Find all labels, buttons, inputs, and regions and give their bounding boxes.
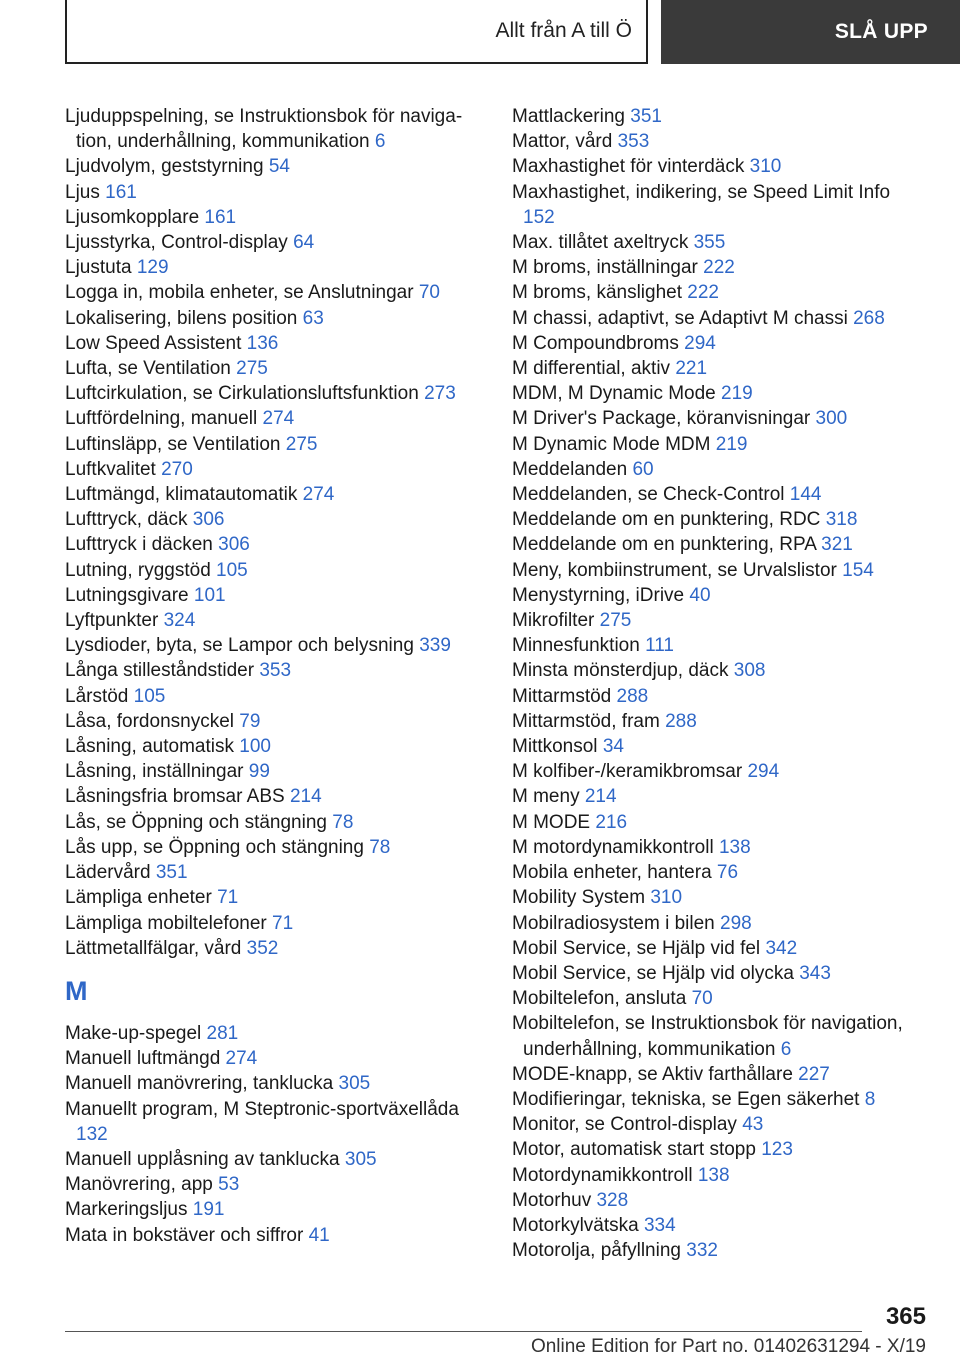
index-entry-text: M differential, aktiv	[512, 358, 671, 380]
index-entry-text: Lufta, se Ventilation	[65, 358, 231, 380]
index-entry	[512, 280, 922, 305]
index-entry-text: Mobility System	[512, 887, 646, 909]
index-entry-page-link[interactable]: 294	[684, 332, 716, 354]
index-entry-text: Low Speed Assistent	[65, 332, 242, 354]
index-entry-page-link[interactable]: 152	[523, 206, 555, 228]
index-entry-page-link[interactable]: 79	[239, 710, 261, 732]
index-entry-page-link[interactable]: 275	[599, 610, 632, 632]
index-entry-text: M Driver's Package, köranvisningar	[512, 408, 811, 430]
tab-all-a-to-o[interactable]	[65, 0, 648, 64]
index-entry-page-link[interactable]: 306	[218, 534, 250, 556]
index-entry-text: Ljuduppspelning, se Instruktionsbok för navigation, underhållning, kommunikation	[65, 106, 463, 153]
index-entry-text: Maxhastighet, indikering, se Speed Limit Info	[512, 181, 891, 203]
index-entry-text: Make-up-spegel	[65, 1022, 202, 1044]
index-entry	[512, 810, 922, 835]
index-entry-text: Mobiltelefon, se Instruktionsbok för navigation, underhållning, kommunikation	[512, 1013, 903, 1060]
index-entry-page-link[interactable]: 40	[689, 584, 711, 606]
index-entry-text: Låsa, fordonsnyckel	[65, 710, 234, 732]
index-entry	[65, 406, 475, 431]
index-entry-text: M Dynamic Mode MDM	[512, 433, 711, 455]
index-entry-text: Lyftpunkter	[65, 610, 159, 632]
index-entry-page-link[interactable]: 300	[815, 408, 848, 430]
index-list-m-continued	[512, 104, 922, 1263]
index-entry-text: Ljudvolym, geststyrning	[65, 156, 264, 178]
index-entry-page-link[interactable]: 273	[424, 383, 456, 405]
index-entry	[65, 911, 475, 936]
page-number: 365	[885, 1303, 926, 1330]
index-entry-text: Minsta mönsterdjup, däck	[512, 660, 729, 682]
index-entry	[65, 255, 475, 280]
index-entry	[512, 633, 922, 658]
index-entry-page-link[interactable]: 105	[133, 685, 166, 707]
index-entry-text: Lutningsgivare	[65, 584, 189, 606]
index-entry-text: Lämpliga mobiltelefoner	[65, 912, 267, 934]
index-list-l	[65, 104, 475, 961]
index-entry	[512, 936, 922, 961]
index-entry-text: Ljustuta	[65, 257, 132, 279]
index-entry	[512, 1011, 922, 1061]
index-entry-page-link[interactable]: 298	[720, 912, 752, 934]
index-entry-page-link[interactable]: 70	[418, 282, 440, 304]
index-entry	[512, 1163, 922, 1188]
index-entry-text: Mittarmstöd	[512, 685, 612, 707]
index-entry-page-link[interactable]: 34	[602, 736, 624, 758]
index-entry	[65, 835, 475, 860]
index-entry-page-link[interactable]: 161	[204, 206, 237, 228]
index-entry	[512, 331, 922, 356]
index-entry-text: M MODE	[512, 811, 591, 833]
index-entry	[65, 583, 475, 608]
index-entry-page-link[interactable]: 63	[302, 307, 324, 329]
index-entry	[65, 154, 475, 179]
index-entry-page-link[interactable]: 351	[155, 862, 188, 884]
index-entry	[65, 205, 475, 230]
index-entry	[65, 280, 475, 305]
index-entry	[65, 709, 475, 734]
index-column-right	[512, 104, 922, 1263]
index-entry-text: Lädervård	[65, 862, 151, 884]
index-entry-text: Mata in bokstäver och siffror	[65, 1224, 304, 1246]
index-entry-text: Lårstöd	[65, 685, 129, 707]
index-entry-text: Motor, automatisk start stopp	[512, 1139, 756, 1161]
index-entry	[65, 684, 475, 709]
index-entry-page-link[interactable]: 214	[584, 786, 617, 808]
index-entry-page-link[interactable]: 78	[369, 836, 391, 858]
index-entry	[65, 1172, 475, 1197]
index-entry-text: Mittarmstöd, fram	[512, 710, 660, 732]
index-entry	[65, 1223, 475, 1248]
index-entry-page-link[interactable]: 281	[206, 1022, 239, 1044]
index-entry-page-link[interactable]: 6	[780, 1038, 792, 1060]
index-entry-page-link[interactable]: 100	[239, 736, 271, 758]
index-entry-text: Mobil Service, se Hjälp vid fel	[512, 937, 761, 959]
index-entry	[512, 759, 922, 784]
index-entry	[65, 457, 475, 482]
index-entry-text: Maxhastighet för vinterdäck	[512, 156, 745, 178]
footer-edition: Online Edition for Part no. 01402631294 - X/19	[530, 1336, 926, 1357]
index-entry	[512, 356, 922, 381]
index-entry	[65, 482, 475, 507]
index-entry-page-link[interactable]: 144	[789, 484, 822, 506]
index-entry-text: Lokalisering, bilens position	[65, 307, 298, 329]
index-entry-text: Lufttryck i däcken	[65, 534, 213, 556]
index-entry	[512, 180, 922, 230]
index-entry-text: Mobiltelefon, ansluta	[512, 988, 687, 1010]
index-entry-text: Mittkonsol	[512, 736, 598, 758]
index-entry	[512, 835, 922, 860]
index-entry	[65, 230, 475, 255]
index-entry	[512, 532, 922, 557]
index-entry-text: Lufttryck, däck	[65, 509, 188, 531]
index-entry	[512, 911, 922, 936]
footer-divider	[65, 1331, 862, 1332]
index-entry-page-link[interactable]: 71	[217, 887, 239, 909]
index-entry-page-link[interactable]: 132	[76, 1123, 108, 1145]
index-entry-page-link[interactable]: 268	[853, 307, 885, 329]
index-entry	[512, 306, 922, 331]
index-entry-page-link[interactable]: 222	[703, 257, 735, 279]
index-entry-page-link[interactable]: 355	[693, 232, 726, 254]
index-entry-page-link[interactable]: 138	[697, 1164, 730, 1186]
tab-all-a-to-o-label: Allt från A till Ö	[495, 19, 632, 42]
index-entry-page-link[interactable]: 275	[285, 433, 318, 455]
index-entry-page-link[interactable]: 308	[733, 660, 766, 682]
tab-look-up[interactable]	[661, 0, 960, 64]
index-entry-text: Lysdioder, byta, se Lampor och belysning	[65, 635, 414, 657]
index-entry-text: Meny, kombiinstrument, se Urvalslistor	[512, 559, 837, 581]
index-entry-text: Minnesfunktion	[512, 635, 640, 657]
index-entry-page-link[interactable]: 154	[842, 559, 874, 581]
index-entry	[65, 608, 475, 633]
index-entry	[512, 507, 922, 532]
index-entry	[65, 633, 475, 658]
index-entry-text: MDM, M Dynamic Mode	[512, 383, 716, 405]
index-entry-text: Motorkylvätska	[512, 1214, 639, 1236]
index-entry-text: Ljus	[65, 181, 100, 203]
index-entry	[65, 885, 475, 910]
index-entry-page-link[interactable]: 318	[825, 509, 858, 531]
index-entry	[512, 1087, 922, 1112]
index-entry-page-link[interactable]: 71	[272, 912, 294, 934]
index-entry	[65, 1147, 475, 1172]
index-entry	[512, 986, 922, 1011]
index-entry-page-link[interactable]: 219	[721, 383, 753, 405]
index-entry	[65, 180, 475, 205]
index-entry-text: Mattor, vård	[512, 131, 613, 153]
index-entry	[512, 129, 922, 154]
index-entry-page-link[interactable]: 136	[246, 332, 279, 354]
index-entry-page-link[interactable]: 270	[161, 458, 193, 480]
index-entry-page-link[interactable]: 310	[749, 156, 782, 178]
index-entry-text: Lås upp, se Öppning och stängning	[65, 836, 364, 858]
index-entry-text: Låsning, inställningar	[65, 761, 244, 783]
index-entry-page-link[interactable]: 274	[225, 1048, 258, 1070]
index-entry	[65, 1046, 475, 1071]
index-entry	[512, 784, 922, 809]
index-entry-text: Meddelande om en punktering, RDC	[512, 509, 821, 531]
index-entry	[512, 709, 922, 734]
index-entry-page-link[interactable]: 191	[192, 1199, 225, 1221]
index-entry-text: Låsning, automatisk	[65, 736, 234, 758]
index-entry	[512, 961, 922, 986]
index-entry-text: Manuell manövrering, tanklucka	[65, 1073, 334, 1095]
index-entry-page-link[interactable]: 305	[338, 1073, 371, 1095]
index-entry-page-link[interactable]: 76	[716, 862, 739, 884]
index-entry	[512, 1238, 922, 1263]
index-column-left	[65, 104, 475, 1248]
index-entry	[65, 381, 475, 406]
index-entry-text: Monitor, se Control-display	[512, 1114, 737, 1136]
index-entry	[65, 860, 475, 885]
index-entry-text: Lutning, ryggstöd	[65, 559, 211, 581]
index-entry-page-link[interactable]: 64	[293, 232, 315, 254]
index-entry	[65, 1071, 475, 1096]
index-entry-page-link[interactable]: 305	[344, 1148, 377, 1170]
index-entry-page-link[interactable]: 288	[616, 685, 649, 707]
index-entry-page-link[interactable]: 324	[163, 610, 196, 632]
index-entry-text: M broms, känslighet	[512, 282, 683, 304]
index-entry	[65, 1097, 475, 1147]
index-entry-text: Markeringsljus	[65, 1199, 188, 1221]
index-entry-page-link[interactable]: 99	[248, 761, 270, 783]
index-entry-text: Luftfördelning, manuell	[65, 408, 258, 430]
index-entry-text: M motordynamikkontroll	[512, 836, 714, 858]
index-entry-page-link[interactable]: 129	[136, 257, 169, 279]
index-entry-page-link[interactable]: 321	[821, 534, 853, 556]
index-entry-page-link[interactable]: 105	[216, 559, 248, 581]
index-entry-text: Modifieringar, tekniska, se Egen säkerhet	[512, 1088, 860, 1110]
index-entry-text: Manuell luftmängd	[65, 1048, 221, 1070]
index-entry-page-link[interactable]: 54	[268, 156, 290, 178]
index-entry-page-link[interactable]: 60	[632, 458, 654, 480]
index-entry	[512, 608, 922, 633]
index-entry	[512, 1062, 922, 1087]
index-entry-text: Logga in, mobila enheter, se Anslutningar	[65, 282, 414, 304]
index-entry-page-link[interactable]: 227	[798, 1063, 830, 1085]
index-entry	[512, 1213, 922, 1238]
index-entry	[65, 356, 475, 381]
index-entry	[512, 154, 922, 179]
index-entry-text: Mobil Service, se Hjälp vid olycka	[512, 962, 794, 984]
index-entry-text: Meddelande om en punktering, RPA	[512, 534, 816, 556]
index-entry	[512, 230, 922, 255]
index-entry-text: Luftcirkulation, se Cirkulationsluftsfunktion	[65, 383, 419, 405]
index-entry-page-link[interactable]: 275	[236, 358, 268, 380]
index-entry	[512, 684, 922, 709]
index-entry-page-link[interactable]: 306	[192, 509, 225, 531]
index-entry	[512, 885, 922, 910]
index-entry-text: Låsningsfria bromsar ABS	[65, 786, 285, 808]
index-entry	[512, 734, 922, 759]
index-entry-page-link[interactable]: 328	[596, 1189, 629, 1211]
index-entry	[65, 432, 475, 457]
index-entry	[65, 532, 475, 557]
index-entry	[512, 381, 922, 406]
index-entry	[65, 104, 475, 154]
index-entry	[65, 306, 475, 331]
index-entry-text: Ljusomkopplare	[65, 206, 200, 228]
index-entry-page-link[interactable]: 353	[259, 660, 292, 682]
index-entry	[512, 583, 922, 608]
index-entry-text: M chassi, adaptivt, se Adaptivt M chassi	[512, 307, 848, 329]
section-letter-m: M	[65, 975, 88, 1006]
index-entry-text: Motorolja, påfyllning	[512, 1240, 681, 1262]
index-entry-page-link[interactable]: 123	[761, 1139, 793, 1161]
index-entry	[65, 734, 475, 759]
index-entry-page-link[interactable]: 41	[308, 1224, 330, 1246]
index-entry	[512, 482, 922, 507]
index-entry-text: Lättmetallfälgar, vård	[65, 937, 242, 959]
index-entry-page-link[interactable]: 351	[630, 106, 662, 127]
index-entry	[512, 432, 922, 457]
index-entry-page-link[interactable]: 352	[246, 937, 279, 959]
index-entry-page-link[interactable]: 214	[289, 786, 322, 808]
index-entry-page-link[interactable]: 216	[595, 811, 628, 833]
index-entry-text: Lås, se Öppning och stängning	[65, 811, 327, 833]
index-entry-text: M Compoundbroms	[512, 332, 679, 354]
index-entry-text: Manövrering, app	[65, 1174, 213, 1196]
index-entry-text: Manuell upplåsning av tanklucka	[65, 1148, 340, 1170]
index-list-m	[65, 1021, 475, 1248]
index-entry-page-link[interactable]: 101	[193, 584, 226, 606]
index-entry	[512, 1137, 922, 1162]
index-entry	[65, 507, 475, 532]
index-entry-page-link[interactable]: 111	[645, 635, 674, 657]
index-entry	[65, 558, 475, 583]
index-entry-page-link[interactable]: 310	[650, 887, 683, 909]
index-entry-page-link[interactable]: 8	[864, 1088, 876, 1110]
index-entry-page-link[interactable]: 221	[675, 358, 708, 380]
index-entry-text: Motordynamikkontroll	[512, 1164, 693, 1186]
index-entry	[65, 759, 475, 784]
index-entry-page-link[interactable]: 78	[332, 811, 354, 833]
index-entry	[65, 658, 475, 683]
index-entry-page-link[interactable]: 43	[742, 1114, 764, 1136]
index-entry-page-link[interactable]: 161	[105, 181, 137, 203]
index-entry-page-link[interactable]: 288	[665, 710, 697, 732]
index-entry-text: Långa stilleståndstider	[65, 660, 255, 682]
index-entry-page-link[interactable]: 6	[374, 131, 386, 153]
index-entry	[512, 104, 922, 129]
index-entry-page-link[interactable]: 332	[686, 1240, 718, 1262]
index-entry	[65, 936, 475, 961]
index-entry	[65, 331, 475, 356]
index-entry	[512, 1188, 922, 1213]
index-entry-text: Ljusstyrka, Control-display	[65, 232, 288, 254]
index-entry-text: Lämpliga enheter	[65, 887, 212, 909]
index-entry	[512, 406, 922, 431]
index-entry-page-link[interactable]: 219	[715, 433, 748, 455]
index-entry	[512, 558, 922, 583]
index-entry-text: Mikrofilter	[512, 610, 595, 632]
index-entry-text: M broms, inställningar	[512, 257, 698, 279]
index-entry	[512, 457, 922, 482]
index-entry-text: Meddelanden, se Check-Control	[512, 484, 785, 506]
index-entry-text: Mobilradiosystem i bilen	[512, 912, 715, 934]
index-entry-text: MODE-knapp, se Aktiv farthållare	[512, 1063, 793, 1085]
tab-look-up-label: SLÅ UPP	[834, 20, 928, 43]
index-entry-text: Luftkvalitet	[65, 458, 156, 480]
index-entry-text: Luftmängd, klimatautomatik	[65, 484, 298, 506]
index-entry-text: Mattlackering	[512, 106, 625, 127]
index-entry-page-link[interactable]: 274	[262, 408, 295, 430]
index-entry	[65, 810, 475, 835]
index-entry-text: Mobila enheter, hantera	[512, 862, 712, 884]
index-entry	[65, 784, 475, 809]
index-entry-page-link[interactable]: 334	[643, 1214, 676, 1236]
index-entry-text: M kolfiber-/keramikbromsar	[512, 761, 743, 783]
index-entry-page-link[interactable]: 343	[799, 962, 831, 984]
index-entry-text: Luftinsläpp, se Ventilation	[65, 433, 281, 455]
index-entry-page-link[interactable]: 138	[718, 836, 751, 858]
index-entry-text: Motorhuv	[512, 1189, 592, 1211]
index-entry	[512, 255, 922, 280]
index-entry	[512, 1112, 922, 1137]
index-entry-page-link[interactable]: 70	[691, 988, 713, 1010]
index-entry	[512, 658, 922, 683]
index-entry-text: Meddelanden	[512, 458, 628, 480]
index-entry-text: Max. tillåtet axeltryck	[512, 232, 689, 254]
index-entry-text: Menystyrning, iDrive	[512, 584, 685, 606]
index-entry-page-link[interactable]: 342	[765, 937, 798, 959]
index-entry	[65, 1197, 475, 1222]
index-entry-text: Manuellt program, M Steptronic-sportväxellåda	[65, 1098, 459, 1120]
index-entry-page-link[interactable]: 274	[302, 484, 335, 506]
index-entry-page-link[interactable]: 222	[687, 282, 719, 304]
index-entry-page-link[interactable]: 294	[747, 761, 780, 783]
index-entry	[512, 860, 922, 885]
index-entry	[65, 1021, 475, 1046]
index-entry-page-link[interactable]: 339	[419, 635, 451, 657]
index-entry-text: M meny	[512, 786, 580, 808]
index-entry-page-link[interactable]: 53	[218, 1174, 240, 1196]
index-entry-page-link[interactable]: 353	[617, 131, 650, 153]
